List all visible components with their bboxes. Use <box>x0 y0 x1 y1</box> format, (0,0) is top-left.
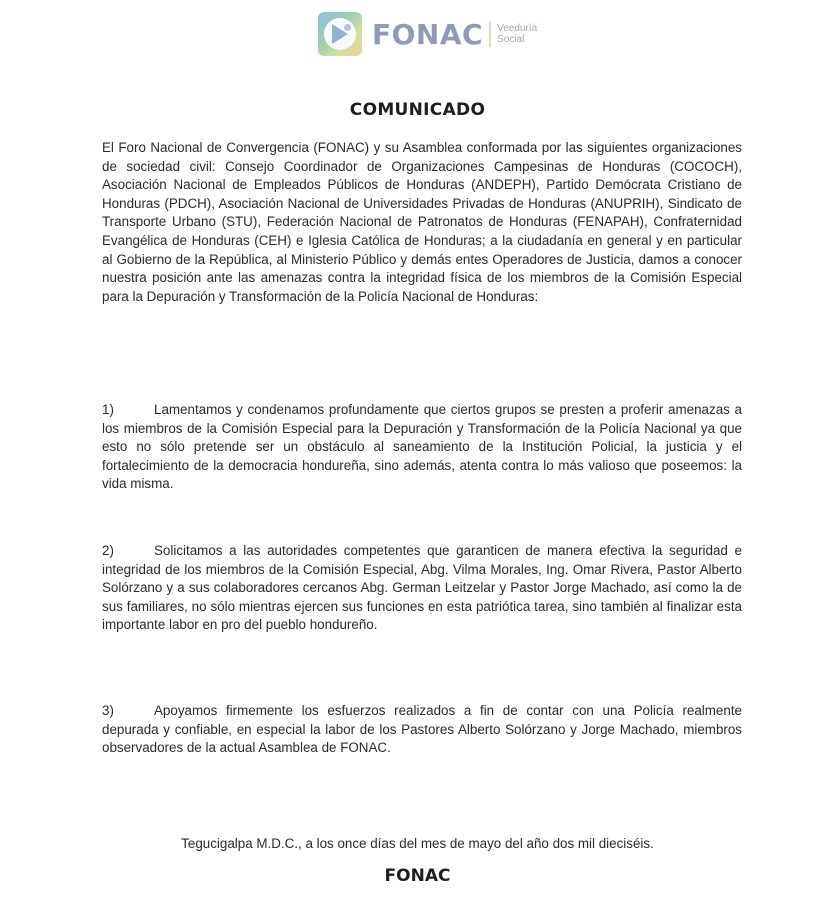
intro-paragraph: El Foro Nacional de Convergencia (FONAC) y su Asamblea conformada por las siguientes organizaciones de sociedad civil: Consejo Coordinador de Organizaciones Campesinas de Honduras (COCOCH), Asociación Nacional de Empleados Públicos de Honduras (ANDEPH), Partido Demócrata Cristiano de Honduras (PDCH), Asociación Nacional de Universidades Privadas de Honduras (ANUPRIH), Sindicato de Transporte Urbano (STU), Federación Nacional de Patronatos de Honduras (FENAPAH), Confraternidad Evangélica de Honduras (CEH) e Iglesia Católica de Honduras; a la ciudadanía en general y en particular al Gobierno de la República, al Ministerio Público y demás entes Operadores de Justicia, damos a conocer nuestra posición ante las amenazas contra la integridad física de los miembros de la Comisión Especial para la Depuración y Transformación de la Policía Nacional de Honduras: <box>102 140 742 304</box>
fonac-logo <box>318 12 537 56</box>
logo-subtitle-line2: Social <box>497 34 525 45</box>
point-1 <box>102 401 742 494</box>
logo-subtitle-line1: Veeduría <box>497 23 538 34</box>
point-text: Solicitamos a las autoridades competentes que garanticen de manera efectiva la seguridad e integridad de los miembros de la Comisión Especial, Abg. Vilma Morales, Ing. Omar Rivera, Pastor Alberto Solórzano y a sus colaboradores cercanos Abg. German Leitzelar y Pastor Jorge Machado, así como la de sus familiares, no sólo mientras ejercen sus funciones en esta patriótica tarea, sino también al finalizar esta importante labor en pro del pueblo hondureño. <box>102 543 742 633</box>
point-2 <box>102 542 742 635</box>
point-number: 3) <box>102 703 114 718</box>
closing-line: Tegucigalpa M.D.C., a los once días del mes de mayo del año dos mil dieciséis. <box>181 836 654 851</box>
point-text: Lamentamos y condenamos profundamente que ciertos grupos se presten a proferir amenazas a los miembros de la Comisión Especial para la Depuración y Transformación de la Policía Nacional ya que esto no sólo pretende ser un obstáculo al saneamiento de la Institución Policial, la justicia y el fortalecimiento de la democracia hondureña, sino además, atenta contra lo más valioso que poseemos: la vida misma. <box>102 402 742 492</box>
point-number: 1) <box>102 402 114 417</box>
point-3 <box>102 702 742 758</box>
signature: FONAC <box>384 866 451 886</box>
logo-subtitle <box>497 23 537 45</box>
logo-wordmark: FONAC <box>372 17 484 51</box>
logo-divider <box>489 21 491 47</box>
point-text: Apoyamos firmemente los esfuerzos realizados a fin de contar con una Policía realmente depurada y confiable, en especial la labor de los Pastores Alberto Solórzano y Jorge Machado, miembros observadores de la actual Asamblea de FONAC. <box>102 703 742 756</box>
point-number: 2) <box>102 543 114 558</box>
document-title: COMUNICADO <box>349 100 486 120</box>
fonac-emblem-icon <box>318 12 362 56</box>
